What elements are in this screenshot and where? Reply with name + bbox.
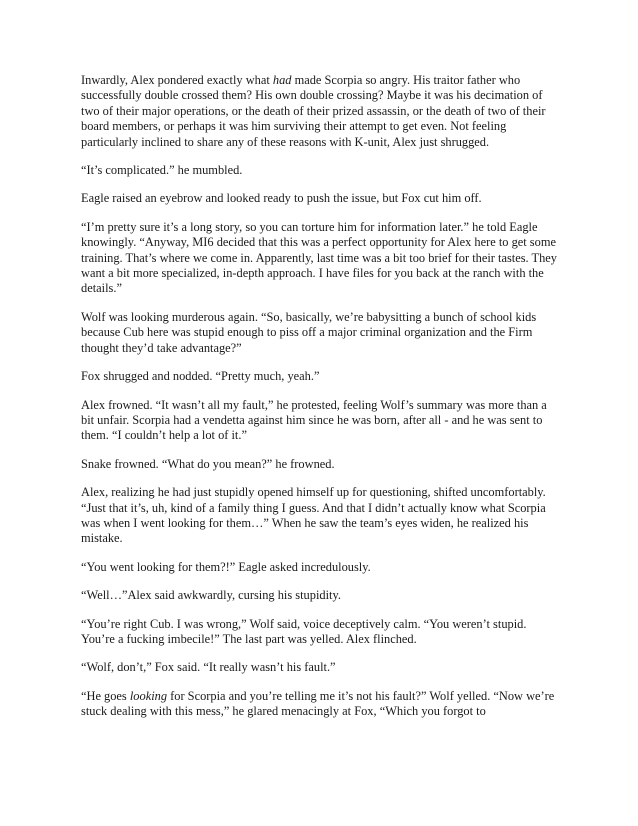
- text-run: made Scorpia so angry. His traitor father who successfully double crossed them? His own double crossing? Maybe it was his decimation of two of their major operations, or the death of their prized assassin, or the death of two of their board members, or perhaps it was him surviving their attempt to get even. Not feeling particularly inclined to share any of these reasons with K-unit, Alex just shrugged.: [81, 73, 546, 149]
- text-run: Alex, realizing he had just stupidly opened himself up for questioning, shifted uncomfortably. “Just that it’s, uh, kind of a family thing I guess. And that I didn’t actually know what Scorpia was when I went looking for them…” When he saw the team’s eyes widen, he realized his mistake.: [81, 485, 546, 546]
- paragraph: [81, 560, 561, 575]
- text-run: Wolf was looking murderous again. “So, basically, we’re babysitting a bunch of school kids because Cub here was stupid enough to piss off a major criminal organization and the Firm thought they’d take advantage?”: [81, 309, 537, 355]
- paragraph: [81, 398, 561, 444]
- paragraph: [81, 617, 561, 648]
- text-run: “Well…”Alex said awkwardly, cursing his stupidity.: [81, 588, 341, 603]
- text-run: “Wolf, don’t,” Fox said. “It really wasn’t his fault.”: [81, 660, 336, 675]
- text-run: Alex frowned. “It wasn’t all my fault,” he protested, feeling Wolf’s summary was more than a bit unfair. Scorpia had a vendetta against him since he was born, after all - and he was sent to them. “I couldn’t help a lot of it.”: [81, 397, 547, 443]
- text-run: Inwardly, Alex pondered exactly what: [81, 73, 273, 87]
- paragraph: [81, 163, 561, 178]
- paragraph: [81, 369, 561, 384]
- text-run: “He goes: [81, 688, 130, 703]
- text-run: for Scorpia and you’re telling me it’s not his fault?” Wolf yelled. “Now we’re stuck dealing with this mess,” he glared menacingly at Fox, “Which you forgot to: [81, 688, 555, 719]
- paragraph: [81, 310, 561, 356]
- paragraph: [81, 689, 561, 720]
- paragraph: [81, 191, 561, 206]
- text-run: “It’s complicated.” he mumbled.: [81, 163, 243, 178]
- text-run: Eagle raised an eyebrow and looked ready to push the issue, but Fox cut him off.: [81, 191, 482, 206]
- text-run: “You went looking for them?!” Eagle asked incredulously.: [81, 559, 371, 574]
- paragraph: [81, 220, 561, 297]
- italic-text: had: [272, 73, 292, 87]
- text-run: “You’re right Cub. I was wrong,” Wolf said, voice deceptively calm. “You weren’t stupid. You’re a fucking imbecile!” The last part was yelled. Alex flinched.: [81, 616, 527, 646]
- paragraph: [81, 457, 561, 472]
- paragraph: [81, 485, 561, 547]
- paragraph: [81, 588, 561, 603]
- paragraph: [81, 660, 561, 675]
- text-run: “I’m pretty sure it’s a long story, so you can torture him for information later.” he told Eagle knowingly. “Anyway, MI6 decided that this was a perfect opportunity for Alex here to get some training. That’s where we come in. Apparently, last time was a bit too brief for their tastes. They want a bit more specialized, in-depth approach. I have files for you back at the ranch with the details.”: [81, 219, 557, 296]
- paragraph: [81, 73, 561, 150]
- document-page: [81, 73, 561, 733]
- italic-text: looking: [129, 688, 168, 703]
- text-run: Fox shrugged and nodded. “Pretty much, yeah.”: [81, 369, 320, 384]
- text-run: Snake frowned. “What do you mean?” he frowned.: [81, 456, 335, 471]
